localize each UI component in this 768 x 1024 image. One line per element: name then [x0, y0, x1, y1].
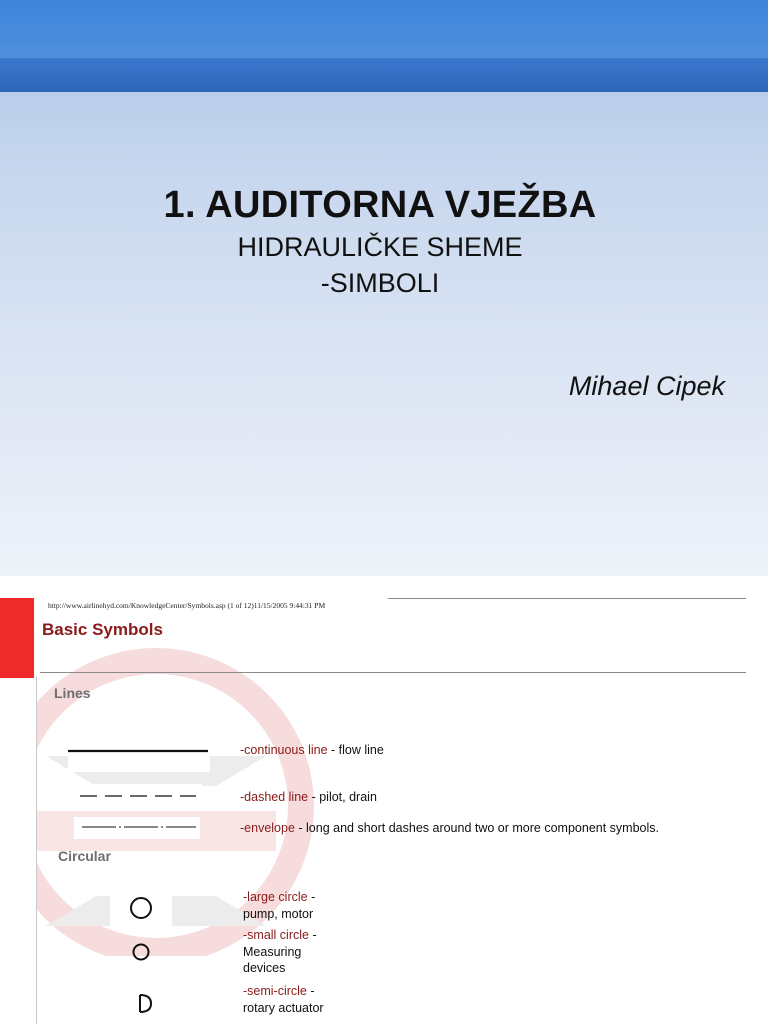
envelope-desc	[240, 820, 659, 837]
term-label: -envelope	[240, 821, 295, 835]
term-label: -dashed line	[240, 790, 309, 804]
author-name: Mihael Cipek	[568, 371, 725, 401]
term-suffix: -	[312, 928, 317, 942]
circular-label: Circular	[58, 848, 111, 864]
url-caption: http://www.airlinehyd.com/KnowledgeCenter/Symbols.asp (1 of 12)11/15/2005 9:44:31 PM	[48, 601, 326, 610]
small-circle-desc	[243, 927, 317, 977]
large-circle-symbol	[130, 897, 154, 921]
small-circle-symbol	[132, 943, 152, 963]
desc-text: - long and short dashes around two or more component symbols.	[294, 821, 659, 835]
envelope-line-symbol	[82, 825, 198, 829]
slide-subtitle-2: -SIMBOLI	[320, 268, 440, 298]
desc-text-line1: Measuring	[243, 944, 302, 959]
dashed-line-desc	[240, 789, 377, 806]
dashed-line-symbol	[80, 794, 198, 798]
header-bar	[0, 0, 768, 58]
semi-circle-symbol	[138, 993, 154, 1015]
slide-title: 1. AUDITORNA VJEŽBA	[163, 184, 597, 226]
slide-subtitle-1: HIDRAULIČKE SHEME	[237, 232, 523, 262]
lines-label: Lines	[54, 685, 91, 701]
continuous-line-desc	[240, 742, 384, 759]
left-margin-line	[36, 676, 37, 1024]
desc-text: rotary actuator	[243, 1000, 324, 1015]
desc-text: - pilot, drain	[308, 790, 377, 804]
continuous-line-symbol	[68, 748, 210, 754]
desc-text: - flow line	[327, 743, 384, 757]
header-bar-dark	[0, 58, 768, 92]
large-circle-desc	[243, 889, 315, 922]
semi-circle-desc	[243, 983, 324, 1016]
term-suffix: -	[307, 890, 316, 904]
desc-text-line2: devices	[243, 961, 286, 975]
term-label: -continuous line	[240, 743, 328, 757]
symbol-box	[68, 738, 210, 772]
desc-text: pump, motor	[243, 906, 314, 921]
top-rule	[388, 598, 746, 599]
term-label: -semi-circle	[243, 984, 307, 998]
term-label: -small circle	[243, 928, 313, 942]
red-accent-tab	[0, 598, 34, 678]
section-heading: Basic Symbols	[42, 620, 163, 639]
term-label: -large circle	[243, 890, 308, 904]
term-suffix: -	[306, 984, 315, 998]
symbols-slide	[0, 576, 768, 1024]
heading-rule	[40, 672, 746, 673]
